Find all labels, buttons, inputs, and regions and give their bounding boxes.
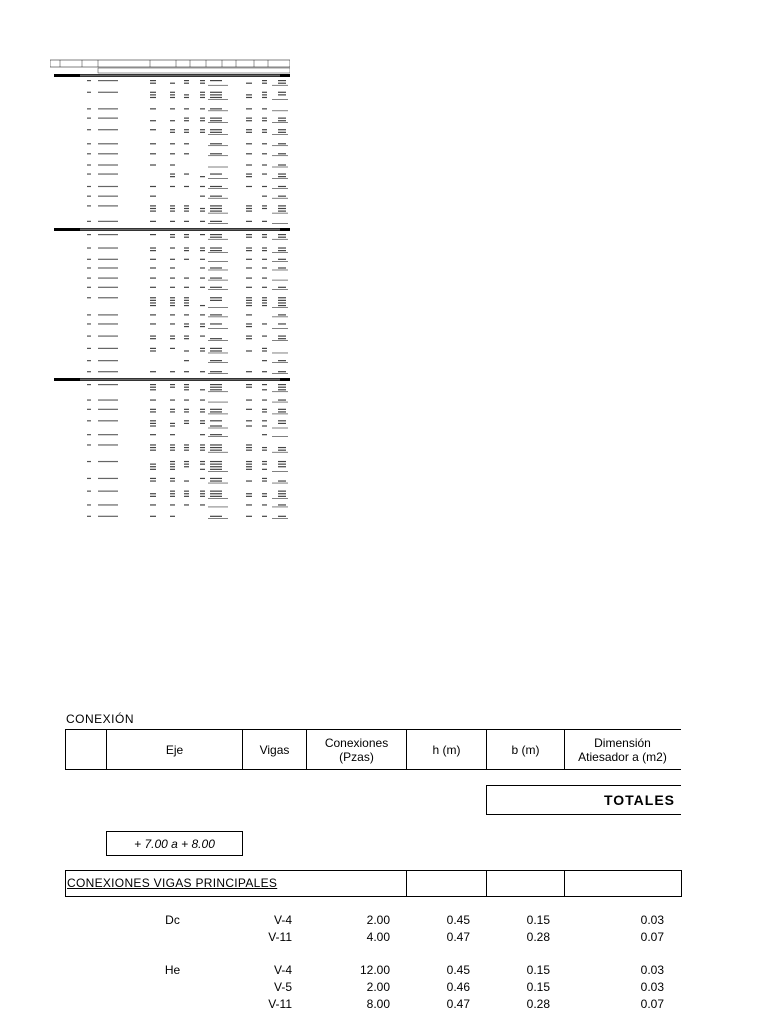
row-conexiones: 2.00 [366,913,390,927]
header-label-vigas: Vigas [259,742,290,757]
level-box [106,831,243,856]
row-h: 0.45 [446,913,470,927]
page-thumbnail [50,56,290,520]
header-label-eje: Eje [165,742,184,757]
totals-label: TOTALES [603,792,675,808]
group-cell-dim [564,870,682,897]
row-dimension: 0.03 [640,963,664,977]
row-viga: V-11 [268,997,292,1011]
row-dimension: 0.07 [640,997,664,1011]
header-label-h: h (m) [432,742,461,757]
row-conexiones: 12.00 [359,963,390,977]
row-conexiones: 8.00 [366,997,390,1011]
group-cell-b [486,870,565,897]
level-label: + 7.00 a + 8.00 [134,836,215,851]
header-label-dimension: Dimensión Atiesador a (m2) [578,735,667,764]
header-label-b: b (m) [511,742,540,757]
header-cell-blank [65,729,107,770]
row-b: 0.28 [526,997,550,1011]
row-conexiones: 2.00 [366,980,390,994]
row-b: 0.15 [526,913,550,927]
row-h: 0.47 [446,997,470,1011]
header-label-conexiones: Conexiones (Pzas) [324,735,389,764]
row-conexiones: 4.00 [366,930,390,944]
totals-box [486,785,681,815]
row-b: 0.15 [526,980,550,994]
row-viga: V-4 [273,913,292,927]
section-title: CONEXIÓN [66,712,135,726]
row-h: 0.45 [446,963,470,977]
group-label: CONEXIONES VIGAS PRINCIPALES [67,876,278,890]
thumbnail-drawing [50,56,290,520]
row-eje: Dc [165,913,180,927]
row-viga: V-11 [268,930,292,944]
row-eje: He [164,963,181,977]
row-viga: V-4 [273,963,292,977]
row-h: 0.47 [446,930,470,944]
row-b: 0.28 [526,930,550,944]
row-dimension: 0.07 [640,930,664,944]
row-h: 0.46 [446,980,470,994]
row-dimension: 0.03 [640,980,664,994]
group-cell-h [406,870,487,897]
row-dimension: 0.03 [640,913,664,927]
row-b: 0.15 [526,963,550,977]
row-viga: V-5 [273,980,292,994]
